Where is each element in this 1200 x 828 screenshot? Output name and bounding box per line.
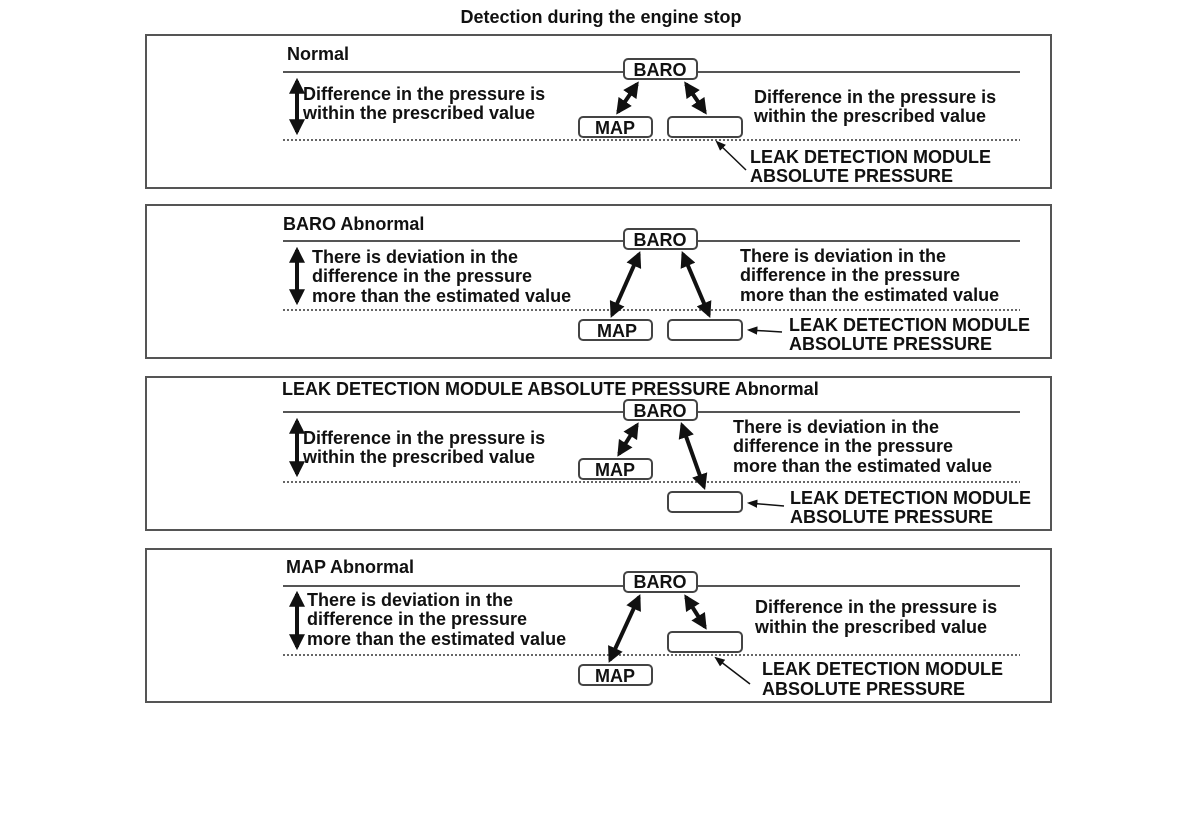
map-label: MAP xyxy=(595,666,635,686)
baro-label: BARO xyxy=(633,60,687,80)
panel-heading: Normal xyxy=(287,44,350,64)
panel-map-abnormal xyxy=(146,549,1051,702)
left-text-line: more than the estimated value xyxy=(312,286,572,306)
left-text-line: Difference in the pressure is xyxy=(303,84,546,104)
leak-label-line1: LEAK DETECTION MODULE xyxy=(762,659,1003,679)
right-text-line: difference in the pressure xyxy=(733,436,954,456)
leak-label-line2: ABSOLUTE PRESSURE xyxy=(750,166,954,186)
map-label: MAP xyxy=(595,460,635,480)
map-label: MAP xyxy=(597,321,637,341)
left-text-line: within the prescribed value xyxy=(303,447,536,467)
right-text-line: difference in the pressure xyxy=(740,265,961,285)
panel-baro-abnormal xyxy=(146,205,1051,358)
leak-label-line1: LEAK DETECTION MODULE xyxy=(789,315,1030,335)
right-text-line: Difference in the pressure is xyxy=(754,87,997,107)
right-text-line: Difference in the pressure is xyxy=(755,597,998,617)
diagram-title: Detection during the engine stop xyxy=(460,7,742,27)
panel-leak-module-abnormal xyxy=(146,377,1051,530)
panel-heading: MAP Abnormal xyxy=(286,557,415,577)
leak-module-box xyxy=(668,117,742,137)
map-label: MAP xyxy=(595,118,635,138)
left-text-line: within the prescribed value xyxy=(303,103,536,123)
leak-module-box xyxy=(668,632,742,652)
left-text-line: There is deviation in the xyxy=(307,590,514,610)
leak-label-line1: LEAK DETECTION MODULE xyxy=(790,488,1031,508)
leak-module-box xyxy=(668,492,742,512)
baro-label: BARO xyxy=(633,401,687,421)
left-text-line: Difference in the pressure is xyxy=(303,428,546,448)
left-text-line: difference in the pressure xyxy=(307,609,528,629)
right-text-line: within the prescribed value xyxy=(755,617,988,637)
panel-normal xyxy=(146,35,1051,188)
leak-module-box xyxy=(668,320,742,340)
baro-label: BARO xyxy=(633,572,687,592)
left-text-line: difference in the pressure xyxy=(312,266,533,286)
leak-label-line1: LEAK DETECTION MODULE xyxy=(750,147,991,167)
left-text-line: There is deviation in the xyxy=(312,247,519,267)
right-text-line: There is deviation in the xyxy=(740,246,947,266)
right-text-line: within the prescribed value xyxy=(754,106,987,126)
right-text-line: more than the estimated value xyxy=(740,285,1000,305)
left-text-line: more than the estimated value xyxy=(307,629,567,649)
leak-label-line2: ABSOLUTE PRESSURE xyxy=(762,679,966,699)
leak-label-line2: ABSOLUTE PRESSURE xyxy=(790,507,994,527)
right-text-line: There is deviation in the xyxy=(733,417,940,437)
baro-label: BARO xyxy=(633,230,687,250)
panel-heading: BARO Abnormal xyxy=(283,214,425,234)
right-text-line: more than the estimated value xyxy=(733,456,993,476)
leak-label-line2: ABSOLUTE PRESSURE xyxy=(789,334,993,354)
panel-heading: LEAK DETECTION MODULE ABSOLUTE PRESSURE Abnormal xyxy=(282,379,819,399)
